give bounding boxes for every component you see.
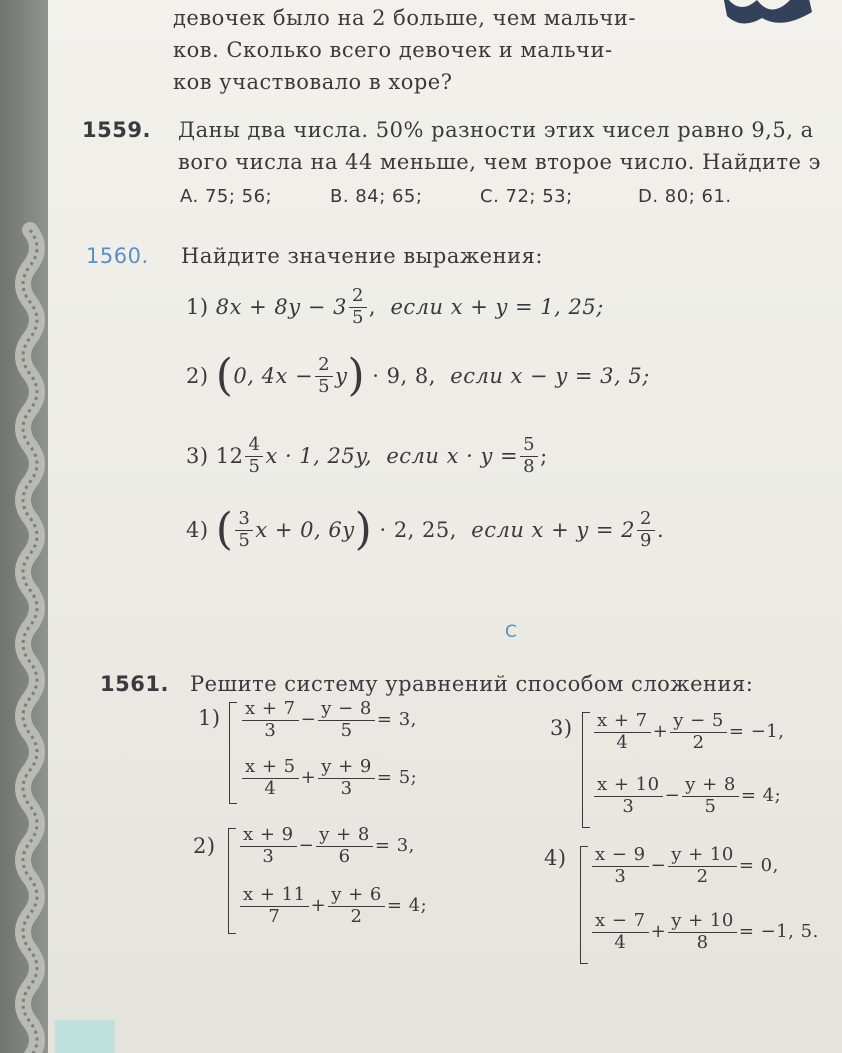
numerator: x + 10 <box>594 776 663 797</box>
expression-tail: · 9, 8, <box>372 363 436 388</box>
expression-text: 8x + 8y − 3 <box>215 294 347 319</box>
item-label: 1) <box>186 294 209 319</box>
numerator: x − 7 <box>592 912 649 933</box>
numerator: x + 11 <box>240 886 309 907</box>
denominator: 5 <box>318 375 331 397</box>
numerator: x + 7 <box>242 700 299 721</box>
rhs: = 3, <box>374 835 415 857</box>
problem-1560-title: Найдите значение выражения: <box>181 244 543 268</box>
numerator: 5 <box>520 436 538 457</box>
expression-4 <box>186 504 665 555</box>
expression-tail: x · 1, 25y, <box>265 443 372 468</box>
numerator: x + 5 <box>242 758 299 779</box>
numerator: 2 <box>349 287 367 308</box>
option-d: D. 80; 61. <box>638 186 732 207</box>
rhs: = −1, <box>728 721 785 743</box>
corner-logo-fragment <box>712 0 822 30</box>
numerator: y + 6 <box>328 886 385 907</box>
fraction <box>592 912 649 953</box>
problem-1561-title: Решите систему уравнений способом сложения: <box>190 672 754 696</box>
denominator: 8 <box>523 455 536 477</box>
option-c: C. 72; 53; <box>480 186 573 207</box>
fraction <box>668 846 737 887</box>
denominator: 3 <box>614 865 627 887</box>
fraction <box>242 758 299 799</box>
fraction <box>240 886 309 927</box>
expression-text: 0, 4x − <box>233 363 314 388</box>
denominator: 3 <box>264 719 277 741</box>
item-label: 2) <box>186 363 209 388</box>
system-1-label: 1) <box>198 706 221 730</box>
condition: если x · y = <box>386 443 519 468</box>
whole-part: 12 <box>215 443 244 468</box>
problem-1559-number: 1559. <box>82 118 151 142</box>
blue-edge-strip <box>55 1020 115 1053</box>
denominator: 4 <box>614 931 627 953</box>
system-3-label: 3) <box>550 716 573 740</box>
system-4-eq-2 <box>590 912 819 953</box>
problem-1559-line-2: вого числа на 44 меньше, чем второе число. Найдите э <box>178 150 821 174</box>
rhs: = 0, <box>738 855 779 877</box>
system-2-brace <box>228 828 236 934</box>
operator: + <box>652 721 669 743</box>
numerator: y + 10 <box>668 912 737 933</box>
rhs: = 4; <box>740 785 782 807</box>
denominator: 3 <box>262 845 275 867</box>
fraction <box>594 712 651 753</box>
period: . <box>656 517 665 542</box>
problem-1561-number: 1561. <box>100 672 169 696</box>
denominator: 2 <box>696 865 709 887</box>
numerator: y + 9 <box>318 758 375 779</box>
operator: − <box>298 835 315 857</box>
system-3-brace <box>582 712 590 828</box>
numerator: x + 7 <box>594 712 651 733</box>
numerator: y − 5 <box>670 712 727 733</box>
left-paren: ( <box>215 350 234 401</box>
intro-line-2: ков. Сколько всего девочек и мальчи- <box>173 38 613 62</box>
comma: , <box>368 294 377 319</box>
fraction <box>318 700 375 741</box>
intro-line-3: ков участвовало в хоре? <box>173 70 453 94</box>
expression-2 <box>186 350 650 401</box>
operator: − <box>300 709 317 731</box>
numerator: x + 9 <box>240 826 297 847</box>
numerator: y − 8 <box>318 700 375 721</box>
problem-1559-line-1: Даны два числа. 50% разности этих чисел равно 9,5, а <box>178 118 814 142</box>
fraction <box>682 776 739 817</box>
numerator: x − 9 <box>592 846 649 867</box>
fraction <box>240 826 297 867</box>
braided-cord <box>0 0 60 1053</box>
fraction <box>316 826 373 867</box>
system-3-eq-2 <box>592 776 781 817</box>
denominator: 7 <box>268 905 281 927</box>
mixed-fraction <box>349 287 367 328</box>
fraction <box>668 912 737 953</box>
denominator: 5 <box>340 719 353 741</box>
denominator: 5 <box>248 455 261 477</box>
expression-1 <box>186 287 604 328</box>
item-label: 3) <box>186 443 209 468</box>
condition: если x − y = 3, 5; <box>450 363 650 388</box>
denominator: 2 <box>350 905 363 927</box>
intro-line-1: девочек было на 2 больше, чем мальчи- <box>173 6 636 30</box>
denominator: 9 <box>640 529 652 551</box>
operator: − <box>664 785 681 807</box>
numerator: y + 8 <box>316 826 373 847</box>
right-paren: ) <box>354 504 373 555</box>
expression-text: x + 0, 6y <box>255 517 355 542</box>
numerator: 3 <box>235 510 253 531</box>
numerator: y + 8 <box>682 776 739 797</box>
left-paren: ( <box>215 504 234 555</box>
denominator: 4 <box>616 731 629 753</box>
operator: − <box>650 855 667 877</box>
system-1-eq-2 <box>240 758 417 799</box>
numerator: 4 <box>245 436 263 457</box>
condition: если x + y = 1, 25; <box>390 294 604 319</box>
condition: если x + y = 2 <box>471 517 636 542</box>
fraction <box>315 353 333 397</box>
rhs: = 4; <box>386 895 428 917</box>
numerator: 2 <box>315 356 333 377</box>
problem-1560-number: 1560. <box>86 244 149 268</box>
denominator: 8 <box>696 931 709 953</box>
textbook-page <box>48 0 842 1053</box>
system-1-eq-1 <box>240 700 417 741</box>
numerator: 2 <box>637 510 655 531</box>
fraction <box>594 776 663 817</box>
option-a: A. 75; 56; <box>180 186 273 207</box>
variable: y <box>335 363 348 388</box>
expression-3 <box>186 436 548 477</box>
mixed-fraction <box>245 436 263 477</box>
rhs: = −1, 5. <box>738 921 819 943</box>
denominator: 2 <box>692 731 705 753</box>
system-4-brace <box>580 846 588 964</box>
system-2-label: 2) <box>193 834 216 858</box>
operator: + <box>310 895 327 917</box>
condition-fraction <box>637 507 655 551</box>
expression-tail: · 2, 25, <box>379 517 457 542</box>
denominator: 6 <box>338 845 351 867</box>
item-label: 4) <box>186 517 209 542</box>
condition-fraction <box>520 436 538 477</box>
denominator: 3 <box>622 795 635 817</box>
fraction <box>328 886 385 927</box>
numerator: y + 10 <box>668 846 737 867</box>
rhs: = 3, <box>376 709 417 731</box>
denominator: 3 <box>340 777 353 799</box>
fraction <box>670 712 727 753</box>
operator: + <box>300 767 317 789</box>
operator: + <box>650 921 667 943</box>
fraction <box>592 846 649 887</box>
system-4-label: 4) <box>544 846 567 870</box>
system-2-eq-1 <box>238 826 415 867</box>
fraction <box>235 507 253 551</box>
fraction <box>318 758 375 799</box>
option-b: B. 84; 65; <box>330 186 423 207</box>
denominator: 4 <box>264 777 277 799</box>
section-label: C <box>505 622 518 642</box>
semicolon: ; <box>540 443 548 468</box>
right-paren: ) <box>347 350 366 401</box>
denominator: 5 <box>351 306 364 328</box>
rhs: = 5; <box>376 767 418 789</box>
fraction <box>242 700 299 741</box>
system-3-eq-1 <box>592 712 784 753</box>
system-4-eq-1 <box>590 846 779 887</box>
denominator: 5 <box>704 795 717 817</box>
system-1-brace <box>229 702 237 804</box>
system-2-eq-2 <box>238 886 427 927</box>
denominator: 5 <box>238 529 251 551</box>
